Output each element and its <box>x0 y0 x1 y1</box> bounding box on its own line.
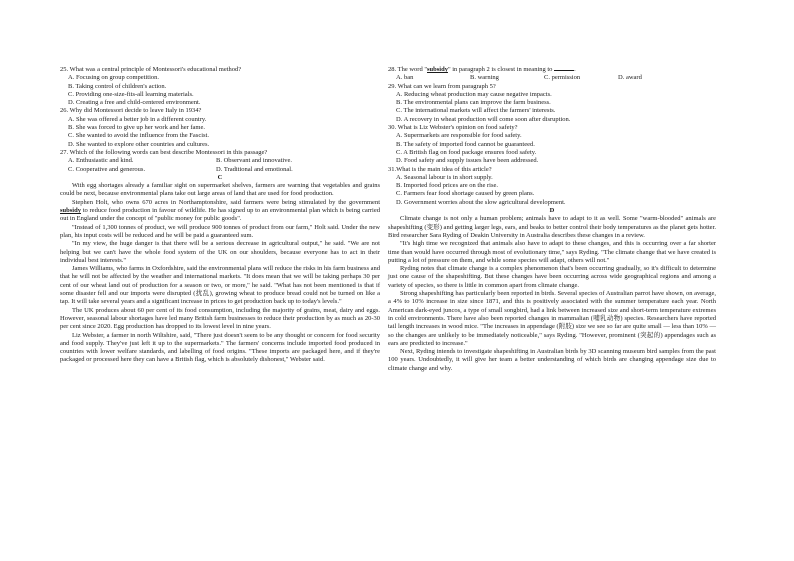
question-31-option-b: B. Imported food prices are on the rise. <box>396 182 498 190</box>
question-30 <box>388 124 716 165</box>
question-30-option-d: D. Food safety and supply issues have been addressed. <box>396 157 539 165</box>
right-column <box>388 66 716 373</box>
subsidy-word: subsidy <box>60 207 81 215</box>
question-25-option-c: C. Providing one-size-fits-all learning materials. <box>68 90 194 98</box>
question-29-option-b: B. The environmental plans can improve the farm business. <box>396 99 551 107</box>
question-25 <box>60 66 380 107</box>
passage-c-paragraph-4: "In my view, the huge danger is that there will be a serious decrease in agricultural output," he said. "We are not helping but we can't have the whole food system of the UK on our shoulders, because everyone has to act in their individual best interests." <box>60 240 380 264</box>
passage-d-heading: D <box>549 207 555 215</box>
passage-c-paragraph-6: The UK produces about 60 per cent of its food consumption, including the majority of grains, meat, dairy and eggs. However, seasonal labour shortages have led many British farm businesses to reduce their production by as much as 20-30 per cent since 2020. Egg production has dropped to its lowest level in nine years. <box>60 306 380 331</box>
question-27-option-d: D. Traditional and emotional. <box>216 165 293 173</box>
passage-d-paragraph-1: Climate change is not only a human problem; animals have to adapt to it as well. Some "warm-blooded" animals are shapeshifting (变形) and getting larger legs, ears, and beaks to better control their body temperatures as the planet gets hotter. Bird researcher Sara Ryding of Deakin University in Australia describes these changes in a review. <box>388 215 716 239</box>
passage-c-heading: C <box>217 173 223 181</box>
question-26-option-d: D. She wanted to explore other countries and cultures. <box>68 140 210 148</box>
passage-c-paragraph-5: James Williams, who farms in Oxfordshire, said the environmental plans will reduce the risks in his farm business and that he will not be affected by the weather and international markets. "It does mean that we will be taking perhaps 30 per cent of our wheat land out of production for a season or two, or more," he said. "What has not been mentioned is that if some disaster fell and our imports were disrupted (扰乱), growing wheat to produce bread could not be turned on like a tap. It will take several years and a significant increase in prices to get production back up to today's levels." <box>60 265 380 306</box>
question-25-stem: 25. What was a central principle of Montessori's educational method? <box>60 66 242 73</box>
question-27-stem: 27. Which of the following words can best describe Montessori in this passage? <box>60 148 268 156</box>
question-27-option-a: A. Enthusiastic and kind. <box>68 157 134 165</box>
question-28-option-b: B. warning <box>470 74 499 82</box>
question-28-stem: 28. The word "subsidy" in paragraph 2 is closest in meaning to . <box>388 66 576 73</box>
question-25-option-a: A. Focusing on group competition. <box>68 74 159 82</box>
question-30-option-c: C. A British flag on food package ensures food safety. <box>396 148 537 156</box>
question-28-word: subsidy <box>427 66 448 73</box>
question-31-option-d: D. Government worries about the slow agricultural development. <box>396 198 566 206</box>
question-31-option-a: A. Seasonal labour is in short supply. <box>396 173 493 181</box>
question-28-option-a: A. ban <box>396 74 414 82</box>
question-29-option-a: A. Reducing wheat production may cause negative impacts. <box>396 90 552 98</box>
question-27-option-b: B. Observant and innovative. <box>216 157 292 165</box>
question-28-option-d: D. award <box>618 74 642 82</box>
passage-d-paragraph-5: Next, Ryding intends to investigate shapeshifting in Australian birds by 3D scanning museum bird samples from the past 100 years. Undoubtedly, it will give her team a better understanding of which birds are changing appendage size due to climate change and why. <box>388 348 716 372</box>
passage-c-paragraph-3: "Instead of 1,300 tonnes of product, we will produce 900 tonnes of product from our farm," Holt said. Under the new plan, his input costs will be reduced and he will be paid a guaranteed sum. <box>60 223 380 239</box>
passage-d-paragraph-2: "It's high time we recognized that animals also have to adapt to these changes, and this is occurring over a far shorter time than would have occurred through most of evolutionary time," says Ryding. "The climate change that we have created is putting a lot of pressure on them, and while some species will adapt, others will not." <box>388 240 716 264</box>
question-26-option-c: C. She wanted to avoid the influence from the Fascist. <box>68 132 209 140</box>
left-column <box>60 66 380 365</box>
passage-d <box>388 207 716 373</box>
answer-blank <box>554 70 574 71</box>
question-25-option-b: B. Taking control of children's action. <box>68 82 167 90</box>
question-29 <box>388 83 716 124</box>
question-31-stem: 31.What is the main idea of this article? <box>388 165 492 173</box>
passage-c-paragraph-7: Liz Webster, a farmer in north Wiltshire, said, "There just doesn't seem to be any thought or concern for food security and food supply. They've just left it up to the supermarkets." The farmers' concerns include imported food produced in countries with lower welfare standards, and labelling of food origins. "These imports are packaged here, and if they're packaged or processed here they can have a British flag, which is absolutely dishonest," Webster said. <box>60 331 380 364</box>
question-29-option-c: C. The international markets will affect the farmers' interests. <box>396 107 556 115</box>
question-31-option-c: C. Farmers fear food shortage caused by green plans. <box>396 190 535 198</box>
question-29-option-d: D. A recovery in wheat production will come soon after disruption. <box>396 115 571 123</box>
passage-d-paragraph-4: Strong shapeshifting has particularly been reported in birds. Several species of Australian parrot have shown, on average, a 4% to 10% increase in size since 1871, and this is positively associated with the summer temperature each year. North American dark-eyed juncos, a type of small songbird, had a link between increased size and short-term temperature extremes in cold environments. There have also been reported changes in mammalian (哺乳动物) species. Researchers have reported tail length increases in wood mice. "The increases in appendage (附肢) size we see so far are quite small — less than 10% — so the changes are unlikely to be immediately noticeable," says Ryding. "However, prominent (突起的) appendages such as ears are predicted to increase." <box>388 290 716 347</box>
passage-c-paragraph-2: Stephen Holt, who owns 670 acres in Northamptonshire, said farmers were being stimulated by the government subsidy to reduce food production in favour of wildlife. He has signed up to an environmental plan which is being carried out in England under the concept of "public money for public goods". <box>60 198 380 223</box>
question-25-option-d: D. Creating a free and child-centered environment. <box>68 99 201 107</box>
question-28 <box>388 66 716 83</box>
question-31 <box>388 166 716 207</box>
question-30-option-a: A. Supermarkets are responsible for food safety. <box>396 132 522 140</box>
passage-c <box>60 174 380 365</box>
passage-c-paragraph-1: With egg shortages already a familiar sight on supermarket shelves, farmers are warning that vegetables and grains could be next, because environmental plans take out large areas of land that are used for food production. <box>60 182 380 198</box>
question-28-option-c: C. permission <box>544 74 581 82</box>
question-29-stem: 29. What can we learn from paragraph 5? <box>388 82 496 90</box>
question-30-option-b: B. The safety of imported food cannot be guaranteed. <box>396 140 535 148</box>
passage-d-paragraph-3: Ryding notes that climate change is a complex phenomenon that's been occurring gradually, so it's difficult to determine just one cause of the shapeshifting. But these changes have been occurring across wide geographical regions and among a variety of species, so there is little in common apart from climate change. <box>388 265 716 289</box>
question-27 <box>60 149 380 174</box>
question-26-stem: 26. Why did Montessori decide to leave Italy in 1934? <box>60 107 202 115</box>
question-27-option-c: C. Cooperative and generous. <box>68 165 146 173</box>
question-30-stem: 30. What is Liz Webster's opinion on food safety? <box>388 124 518 132</box>
question-26 <box>60 107 380 148</box>
question-26-option-b: B. She was forced to give up her work and her fame. <box>68 124 205 132</box>
question-26-option-a: A. She was offered a better job in a different country. <box>68 115 207 123</box>
